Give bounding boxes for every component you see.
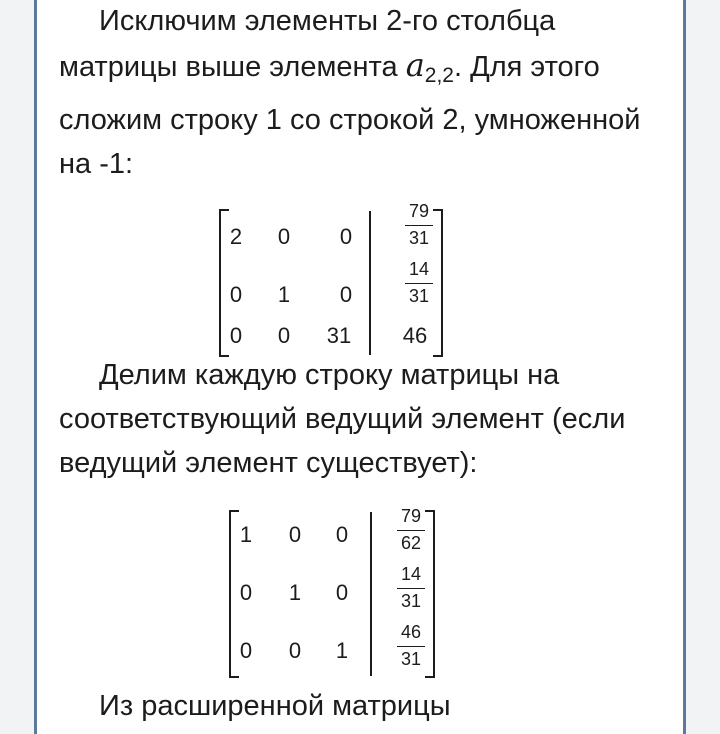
matrix-cell: 1 — [239, 522, 253, 547]
matrix-cell: 0 — [277, 323, 291, 348]
matrix-cell: 0 — [339, 282, 353, 307]
matrix-cell: 0 — [288, 522, 302, 547]
fraction-denominator: 31 — [400, 649, 422, 669]
rhs-fraction — [391, 506, 431, 554]
augmented-matrix-2 — [229, 506, 435, 678]
matrix-cell: 1 — [335, 638, 349, 663]
fraction-line — [405, 225, 433, 226]
matrix-element-subscript: 2,2 — [424, 64, 454, 87]
matrix-cell: 0 — [239, 580, 253, 605]
fraction-denominator: 62 — [400, 533, 422, 553]
rhs-value: 46 — [402, 323, 428, 348]
matrix-cell: 31 — [326, 323, 352, 348]
fraction-denominator: 31 — [400, 591, 422, 611]
matrix-cell: 0 — [288, 638, 302, 663]
matrix-cell: 0 — [229, 282, 243, 307]
rhs-fraction — [399, 259, 439, 307]
paragraph-eliminate-text-end: . Для этого сложим строку 1 со строкой 2, умноженной на -1: — [59, 51, 641, 180]
matrix-cell: 0 — [335, 580, 349, 605]
fraction-line — [397, 646, 425, 647]
rhs-fraction — [391, 622, 431, 670]
paragraph-eliminate — [59, 0, 659, 186]
solution-card — [34, 0, 686, 734]
fraction-numerator: 46 — [400, 622, 422, 642]
matrix-cell: 1 — [277, 282, 291, 307]
matrix-cell: 1 — [288, 580, 302, 605]
augmentation-bar — [370, 512, 372, 676]
fraction-line — [397, 588, 425, 589]
fraction-line — [397, 530, 425, 531]
fraction-numerator: 79 — [400, 506, 422, 526]
paragraph-eliminate-text: Исключим элементы 2-го столбца матрицы выше элемента — [59, 5, 556, 83]
rhs-fraction — [391, 564, 431, 612]
matrix-cell: 2 — [229, 224, 243, 249]
matrix-element-symbol: a — [405, 46, 425, 84]
matrix-cell: 0 — [339, 224, 353, 249]
matrix-cell: 0 — [229, 323, 243, 348]
matrix-cell: 0 — [335, 522, 349, 547]
fraction-line — [405, 283, 433, 284]
paragraph-extended-matrix: Из расширенной матрицы — [99, 690, 451, 722]
fraction-denominator: 31 — [408, 286, 430, 306]
fraction-numerator: 14 — [400, 564, 422, 584]
fraction-numerator: 14 — [408, 259, 430, 279]
fraction-denominator: 31 — [408, 228, 430, 248]
matrix-cell: 0 — [277, 224, 291, 249]
matrix-cell: 0 — [239, 638, 253, 663]
rhs-fraction — [399, 201, 439, 249]
paragraph-divide: Делим каждую строку матрицы на соответствующий ведущий элемент (если ведущий элемент существует): — [59, 359, 626, 479]
augmentation-bar — [369, 211, 371, 355]
fraction-numerator: 79 — [408, 201, 430, 221]
augmented-matrix-1 — [219, 201, 443, 357]
